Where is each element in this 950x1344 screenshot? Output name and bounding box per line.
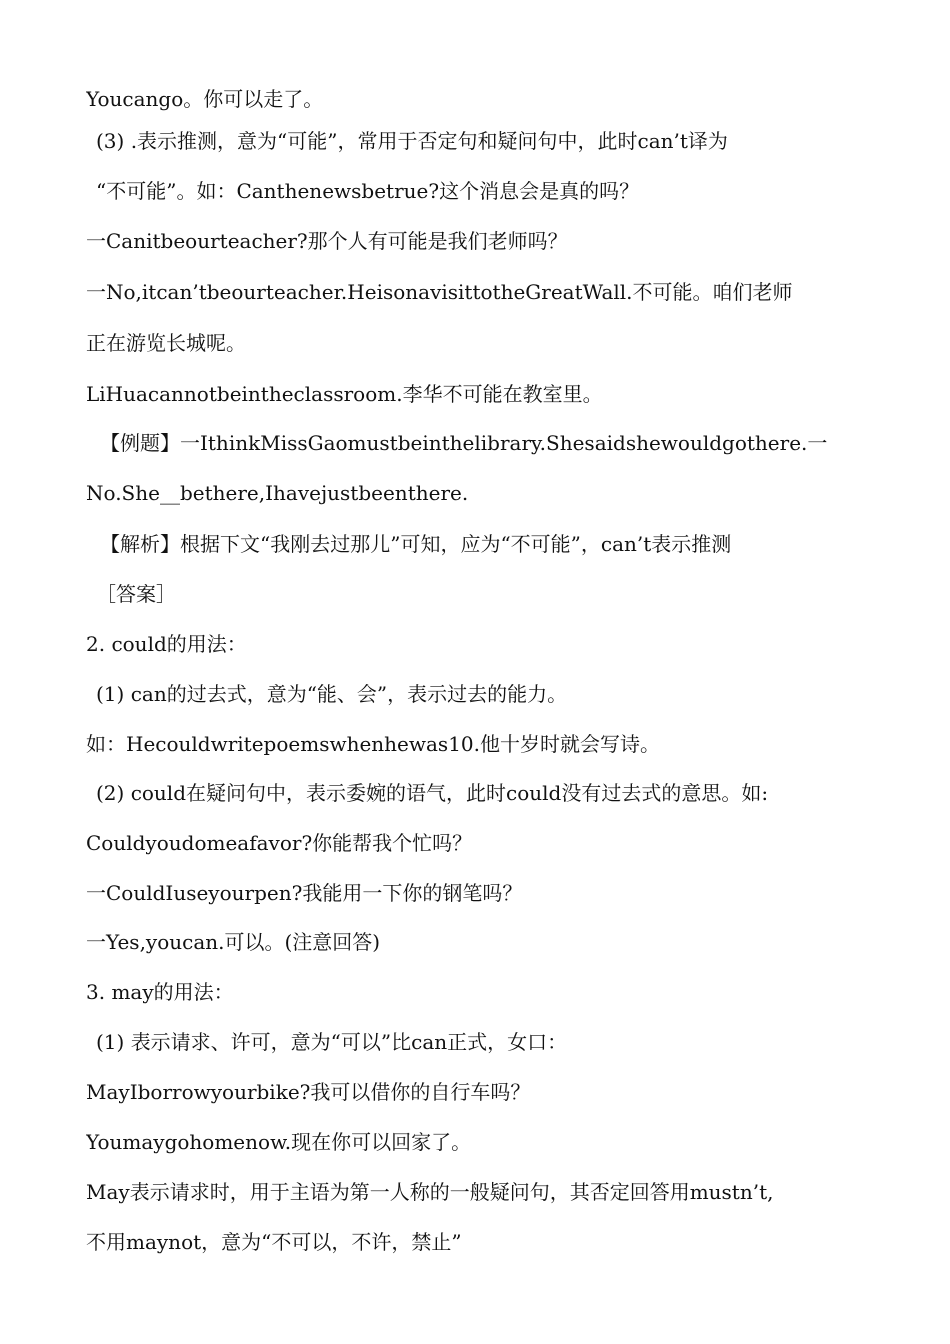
text-line-2: (3) .表示推测，意为“可能”，常用于否定句和疑问句中，此时can’t译为 xyxy=(96,129,728,153)
analysis-line: 【解析】根据下文“我刚去过那儿”可知，应为“不可能”，can’t表示推测 xyxy=(100,532,732,556)
text-line-23: May表示请求时，用于主语为第一人称的一般疑问句，其否定回答用mustn’t, xyxy=(86,1180,774,1204)
text-line-1: Youcango。你可以走了。 xyxy=(86,87,324,111)
text-line-22: Youmaygohomenow.现在你可以回家了。 xyxy=(86,1130,472,1154)
text-line-18: 一Yes,youcan.可以。(注意回答) xyxy=(86,930,381,954)
text-line-17: 一CouldIuseyourpen?我能用一下你的钢笔吗？ xyxy=(86,881,523,905)
example-question-line-1: 【例题】一IthinkMissGaomustbeinthelibrary.Shesaidshewouldgothere.一 xyxy=(100,431,828,455)
text-line-7: LiHuacannotbeintheclassroom.李华不可能在教室里。 xyxy=(86,382,603,406)
example-question-line-2: No.She__bethere,Ihavejustbeenthere. xyxy=(86,481,469,505)
section-heading-may: 3. may的用法： xyxy=(86,980,234,1004)
text-line-4: 一Canitbeourteacher?那个人有可能是我们老师吗？ xyxy=(86,229,568,253)
text-line-15: (2) could在疑问句中，表示委婉的语气，此时could没有过去式的意思。如: xyxy=(96,781,769,805)
text-line-3: “不可能”。如：Canthenewsbetrue?这个消息会是真的吗？ xyxy=(96,179,640,203)
text-line-20: (1) 表示请求、许可，意为“可以”比can正式，女口： xyxy=(96,1030,568,1054)
text-line-5: 一No,itcan’tbeourteacher.HeisonavisittotheGreatWall.不可能。咱们老师 xyxy=(86,280,793,304)
text-line-21: MayIborrowyourbike?我可以借你的自行车吗？ xyxy=(86,1080,531,1104)
section-heading-could: 2. could的用法： xyxy=(86,632,247,656)
text-line-24: 不用maynot，意为“不可以，不许，禁止” xyxy=(86,1230,462,1254)
answer-label: ［答案］ xyxy=(96,582,176,606)
text-line-16: Couldyoudomeafavor?你能帮我个忙吗？ xyxy=(86,831,473,855)
text-line-14: 如：Hecouldwritepoemswhenhewas10.他十岁时就会写诗。 xyxy=(86,732,661,756)
text-line-6: 正在游览长城呢。 xyxy=(86,331,246,355)
text-line-13: (1) can的过去式，意为“能、会”，表示过去的能力。 xyxy=(96,682,568,706)
